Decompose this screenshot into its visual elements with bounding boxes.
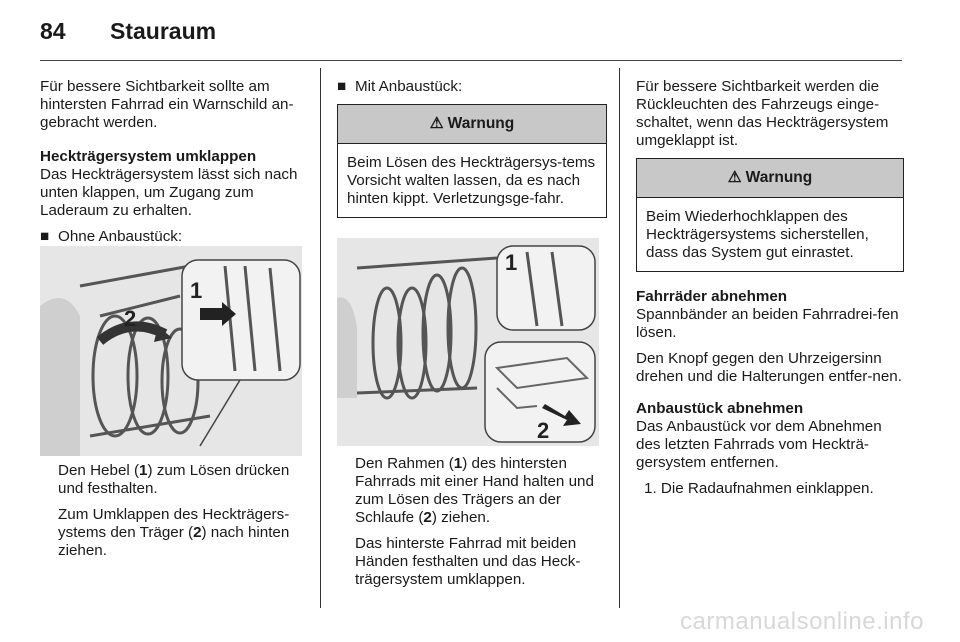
figure-label: 1	[505, 250, 518, 275]
bullet-item	[337, 78, 607, 96]
paragraph: Das Heckträgersystem lässt sich nach unten klappen, um Zugang zum Laderaum zu erhalten.	[40, 166, 298, 219]
bullet-icon: ■	[337, 78, 347, 95]
caption-column-1	[58, 462, 304, 568]
caption: Zum Umklappen des Heckträgers-ystems den Träger (2) nach hinten ziehen.	[58, 506, 290, 559]
warning-header	[338, 105, 606, 144]
page-title: Stauraum	[110, 18, 217, 44]
header-rule	[40, 60, 902, 61]
column-3	[636, 78, 904, 506]
section-heading: Anbaustück abnehmen	[636, 400, 804, 417]
warning-header	[637, 159, 903, 198]
caption-column-2	[355, 455, 605, 597]
warning-icon: ⚠	[429, 115, 444, 132]
caption: Den Hebel (1) zum Lösen drücken und festhalten.	[58, 462, 290, 497]
page-header	[40, 18, 216, 45]
paragraph: Spannbänder an beiden Fahrradrei-fen lösen.	[636, 306, 899, 341]
caption: Den Rahmen (1) des hintersten Fahrrads mit einer Hand halten und zum Lösen des Trägers an der Schlaufe (2) ziehen.	[355, 455, 594, 526]
bullet-item	[40, 228, 308, 246]
bullet-icon: ■	[40, 228, 50, 245]
figure-bike-carrier-with-adapter	[337, 238, 599, 446]
warning-title: Warnung	[447, 115, 515, 132]
warning-text: Beim Lösen des Heckträgersys-tems Vorsicht walten lassen, da es nach hinten kippt. Verletzungsge-fahr.	[347, 154, 596, 207]
numbered-step	[636, 480, 904, 498]
warning-box	[636, 158, 904, 272]
warning-box	[337, 104, 607, 218]
column-1	[40, 78, 308, 254]
figure-label: 1	[190, 278, 203, 303]
bullet-text: Mit Anbaustück:	[355, 78, 463, 95]
section-heading: Heckträgersystem umklappen	[40, 148, 257, 165]
step-number: 1.	[644, 480, 657, 497]
figure-label: 2	[537, 418, 550, 443]
paragraph: Den Knopf gegen den Uhrzeigersinn drehen und die Halterungen entfer-nen.	[636, 350, 902, 385]
bullet-text: Ohne Anbaustück:	[58, 228, 183, 245]
warning-icon: ⚠	[727, 169, 742, 186]
paragraph: Für bessere Sichtbarkeit sollte am hintersten Fahrrad ein Warnschild an-gebracht werden.	[40, 78, 294, 131]
paragraph: Das Anbaustück vor dem Abnehmen des letzten Fahrrads vom Heckträ-gersystem entfernen.	[636, 418, 882, 471]
section-heading: Fahrräder abnehmen	[636, 288, 788, 305]
step-text: Die Radaufnahmen einklappen.	[660, 480, 874, 497]
figure-bike-carrier-without-adapter	[40, 246, 302, 456]
caption: Das hinterste Fahrrad mit beiden Händen festhalten und das Heck-trägersystem umklappen.	[355, 535, 581, 588]
figure-label: 2	[124, 306, 137, 331]
bike-carrier-illustration	[40, 246, 302, 456]
bike-carrier-adapter-illustration	[337, 238, 599, 446]
warning-text: Beim Wiederhochklappen des Heckträgersystems sicherstellen, dass das System gut einrastet.	[646, 208, 869, 261]
page-number: 84	[40, 18, 66, 44]
watermark: carmanualsonline.info	[680, 608, 924, 635]
column-2	[337, 78, 607, 228]
paragraph: Für bessere Sichtbarkeit werden die Rückleuchten des Fahrzeugs einge-schaltet, wenn das Heckträgersystem umgeklappt ist.	[636, 78, 889, 149]
warning-title: Warnung	[745, 169, 813, 186]
column-divider	[320, 68, 321, 608]
column-divider	[619, 68, 620, 608]
